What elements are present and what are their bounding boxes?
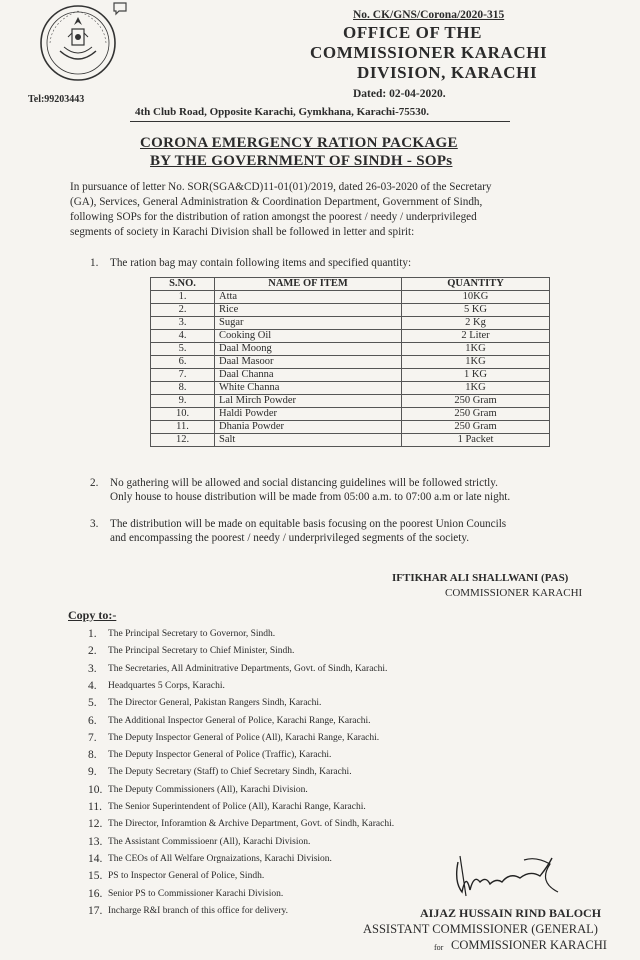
copy-to-item-text: The Director, Inforamtion & Archive Department, Govt. of Sindh, Karachi.	[108, 819, 395, 829]
intro-line-3: following SOPs for the distribution of ration amongst the poorest / needy / underprivileged	[70, 211, 477, 223]
cell-item-name: Sugar	[215, 317, 402, 330]
copy-to-item-text: PS to Inspector General of Police, Sindh.	[108, 871, 265, 881]
table-row	[151, 408, 550, 421]
table-row	[151, 317, 550, 330]
cell-quantity: 1KG	[402, 382, 550, 395]
cell-item-name: Atta	[215, 291, 402, 304]
cell-quantity: 1KG	[402, 343, 550, 356]
office-address: 4th Club Road, Opposite Karachi, Gymkhana, Karachi-75530.	[135, 106, 429, 118]
copy-to-item-text: The Deputy Inspector General of Police (All), Karachi Range, Karachi.	[108, 733, 380, 743]
cell-quantity: 5 KG	[402, 304, 550, 317]
copy-to-item-number: 17.	[88, 905, 103, 917]
cell-quantity: 250 Gram	[402, 395, 550, 408]
cell-quantity: 1 KG	[402, 369, 550, 382]
copy-to-item-number: 16.	[88, 888, 103, 900]
cell-sno: 11.	[151, 421, 215, 434]
cell-sno: 3.	[151, 317, 215, 330]
cell-item-name: Cooking Oil	[215, 330, 402, 343]
table-row	[151, 369, 550, 382]
cell-sno: 9.	[151, 395, 215, 408]
cell-item-name: Daal Moong	[215, 343, 402, 356]
office-line-2: COMMISSIONER KARACHI	[310, 43, 548, 62]
signatory-name: IFTIKHAR ALI SHALLWANI (PAS)	[392, 572, 569, 584]
copy-to-item-text: The Principal Secretary to Chief Minister, Sindh.	[108, 646, 295, 656]
copy-to-item-number: 15.	[88, 870, 103, 882]
cell-sno: 7.	[151, 369, 215, 382]
copy-to-item-number: 14.	[88, 853, 103, 865]
point-text: and encompassing the poorest / needy / underprivileged segments of the society.	[110, 532, 470, 544]
point-text: The ration bag may contain following items and specified quantity:	[110, 257, 412, 269]
table-row	[151, 434, 550, 447]
for-prefix: for	[434, 943, 444, 952]
table-row	[151, 330, 550, 343]
cell-sno: 4.	[151, 330, 215, 343]
dated-line: Dated: 02-04-2020.	[353, 88, 446, 100]
copy-to-item-text: The Senior Superintendent of Police (All), Karachi Range, Karachi.	[108, 802, 366, 812]
copy-to-item-number: 12.	[88, 818, 103, 830]
header-divider	[130, 121, 510, 122]
copy-to-item-text: The Director General, Pakistan Rangers Sindh, Karachi.	[108, 698, 322, 708]
copy-to-item-text: Senior PS to Commissioner Karachi Division.	[108, 889, 284, 899]
cell-quantity: 1KG	[402, 356, 550, 369]
copy-to-item-number: 10.	[88, 784, 103, 796]
speech-bubble-icon	[112, 0, 128, 16]
cell-quantity: 10KG	[402, 291, 550, 304]
cell-quantity: 250 Gram	[402, 421, 550, 434]
intro-line-4: segments of society in Karachi Division shall be followed in letter and spirit:	[70, 226, 415, 238]
copy-to-item-number: 13.	[88, 836, 103, 848]
document-title-line-1: CORONA EMERGENCY RATION PACKAGE	[140, 135, 458, 151]
cell-sno: 8.	[151, 382, 215, 395]
table-row	[151, 421, 550, 434]
cell-item-name: Haldi Powder	[215, 408, 402, 421]
copy-to-item-text: The CEOs of All Welfare Orgnaizations, Karachi Division.	[108, 854, 332, 864]
telephone-number: Tel:99203443	[28, 94, 85, 105]
signatory2-office: COMMISSIONER KARACHI	[451, 938, 607, 952]
cell-item-name: Daal Channa	[215, 369, 402, 382]
copy-to-item-text: The Deputy Secretary (Staff) to Chief Secretary Sindh, Karachi.	[108, 767, 352, 777]
copy-to-item-text: The Principal Secretary to Governor, Sindh.	[108, 629, 276, 639]
copy-to-item-text: The Deputy Inspector General of Police (Traffic), Karachi.	[108, 750, 332, 760]
point-number: 1.	[90, 257, 99, 269]
copy-to-item-number: 7.	[88, 732, 97, 744]
copy-to-item-number: 1.	[88, 628, 97, 640]
copy-to-item-text: The Deputy Commissioners (All), Karachi Division.	[108, 785, 308, 795]
copy-to-item-number: 8.	[88, 749, 97, 761]
cell-sno: 12.	[151, 434, 215, 447]
cell-item-name: Dhania Powder	[215, 421, 402, 434]
cell-item-name: White Channa	[215, 382, 402, 395]
cell-quantity: 2 Kg	[402, 317, 550, 330]
office-line-1: OFFICE OF THE	[343, 23, 483, 42]
copy-to-item-text: Headquartes 5 Corps, Karachi.	[108, 681, 225, 691]
table-header-row	[151, 278, 550, 291]
ration-items-table	[150, 277, 550, 447]
point-number: 3.	[90, 518, 99, 530]
column-header-item: NAME OF ITEM	[215, 278, 402, 291]
copy-to-item-text: The Additional Inspector General of Police, Karachi Range, Karachi.	[108, 716, 371, 726]
cell-quantity: 250 Gram	[402, 408, 550, 421]
copy-to-item-number: 9.	[88, 766, 97, 778]
column-header-quantity: QUANTITY	[402, 278, 550, 291]
point-text: Only house to house distribution will be made from 05:00 a.m. to 07:00 a.m or late night.	[110, 491, 511, 503]
copy-to-item-text: The Secretaries, All Adminitrative Departments, Govt. of Sindh, Karachi.	[108, 664, 388, 674]
copy-to-item-number: 11.	[88, 801, 102, 813]
point-text: No gathering will be allowed and social distancing guidelines will be followed strictly.	[110, 477, 498, 489]
reference-number: No. CK/GNS/Corona/2020-315	[353, 9, 505, 21]
copy-to-item-number: 4.	[88, 680, 97, 692]
cell-item-name: Rice	[215, 304, 402, 317]
copy-to-item-number: 6.	[88, 715, 97, 727]
copy-to-item-number: 5.	[88, 697, 97, 709]
table-body	[151, 291, 550, 447]
cell-sno: 5.	[151, 343, 215, 356]
table-row	[151, 291, 550, 304]
cell-item-name: Salt	[215, 434, 402, 447]
point-number: 2.	[90, 477, 99, 489]
copy-to-item-number: 2.	[88, 645, 97, 657]
table-row	[151, 395, 550, 408]
cell-sno: 2.	[151, 304, 215, 317]
cell-sno: 6.	[151, 356, 215, 369]
office-line-3: DIVISION, KARACHI	[357, 63, 538, 82]
signatory2-name: AIJAZ HUSSAIN RIND BALOCH	[420, 906, 602, 920]
copy-to-item-text: The Assistant Commissioenr (All), Karachi Division.	[108, 837, 311, 847]
column-header-sno: S.NO.	[151, 278, 215, 291]
cell-quantity: 2 Liter	[402, 330, 550, 343]
copy-to-heading: Copy to:-	[68, 608, 117, 622]
cell-quantity: 1 Packet	[402, 434, 550, 447]
intro-line-1: In pursuance of letter No. SOR(SGA&CD)11-01(01)/2019, dated 26-03-2020 of the Secretary	[70, 181, 492, 193]
government-seal-icon	[38, 3, 118, 83]
cell-item-name: Lal Mirch Powder	[215, 395, 402, 408]
table-row	[151, 382, 550, 395]
signatory2-title: ASSISTANT COMMISSIONER (GENERAL)	[363, 922, 598, 936]
copy-to-item-number: 3.	[88, 663, 97, 675]
cell-item-name: Daal Masoor	[215, 356, 402, 369]
document-title-line-2: BY THE GOVERNMENT OF SINDH - SOPs	[150, 153, 453, 169]
handwritten-signature	[440, 852, 560, 900]
intro-line-2: (GA), Services, General Administration & Coordination Department, Government of Sindh,	[70, 196, 483, 208]
table-row	[151, 356, 550, 369]
table-row	[151, 343, 550, 356]
copy-to-item-text: Incharge R&I branch of this office for delivery.	[108, 906, 288, 916]
point-text: The distribution will be made on equitable basis focusing on the poorest Union Councils	[110, 518, 507, 530]
signatory-title: COMMISSIONER KARACHI	[445, 587, 583, 599]
cell-sno: 1.	[151, 291, 215, 304]
cell-sno: 10.	[151, 408, 215, 421]
table-row	[151, 304, 550, 317]
